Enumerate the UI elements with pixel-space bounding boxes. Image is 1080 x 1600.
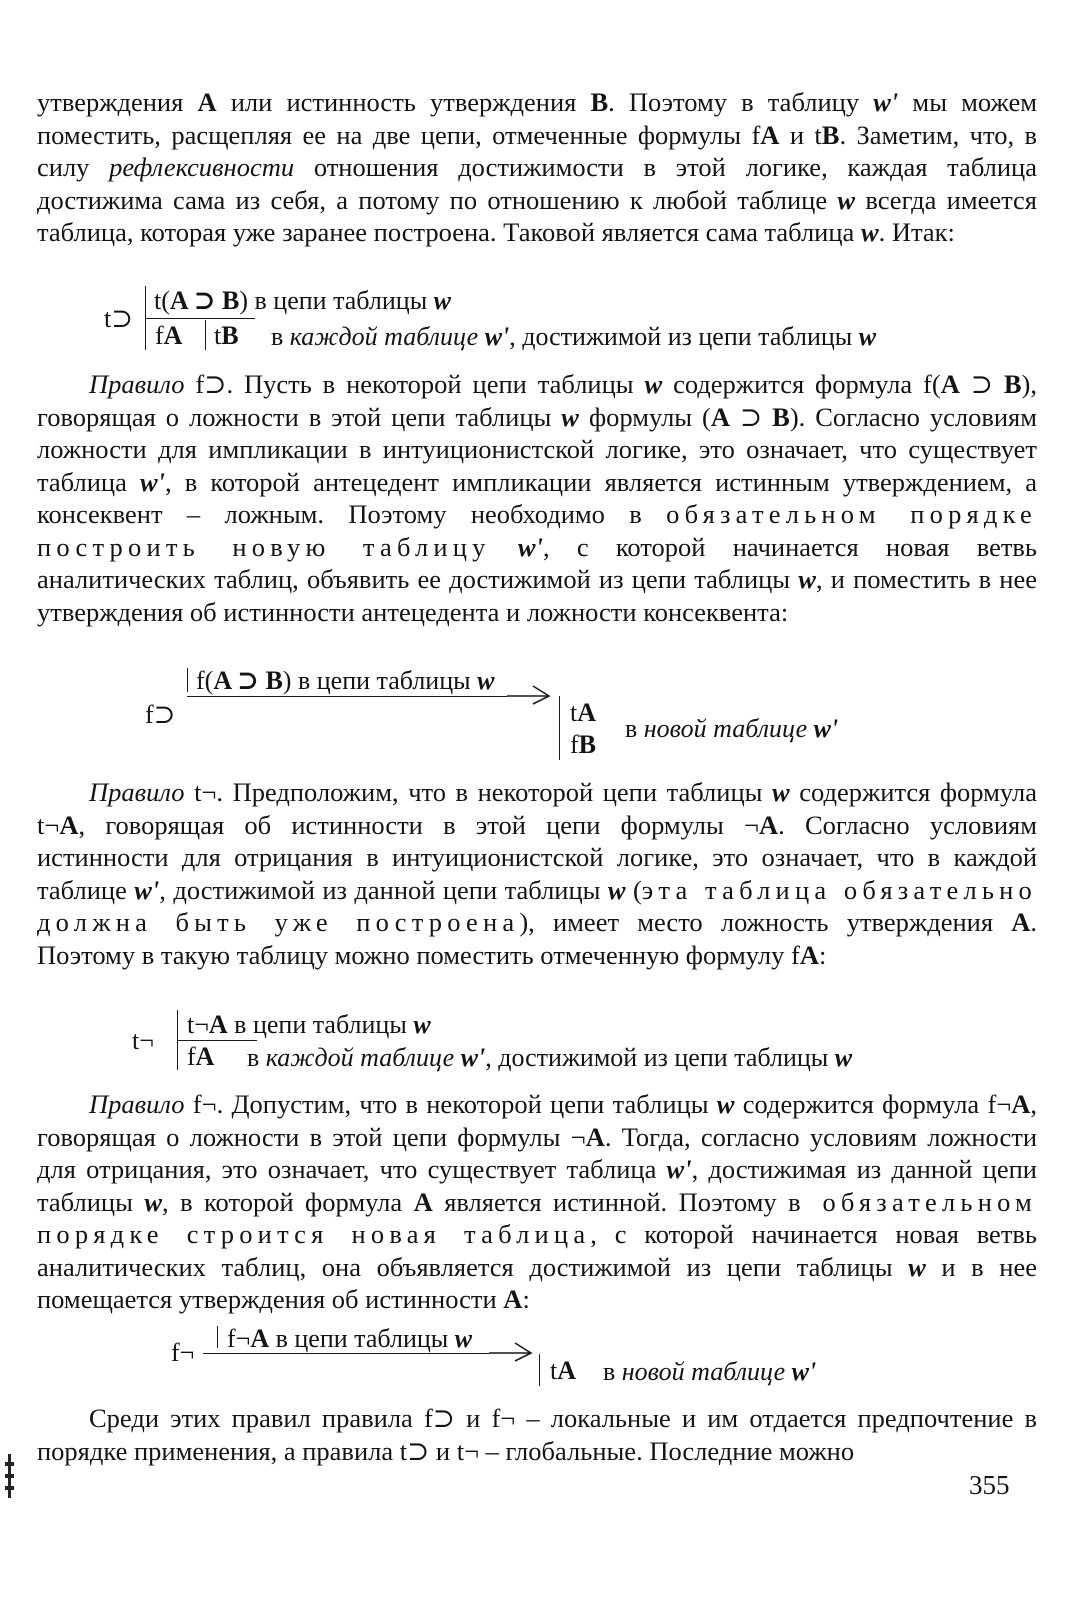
rule-line-1: tA xyxy=(570,698,597,727)
paragraph-5: Среди этих правил правила f⊃ и f¬ – локальные и им отдается предпочтение в порядке применения, а правила t⊃ и t¬ – глобальные. Последние можно xyxy=(37,1403,1037,1466)
rule-name: Правило xyxy=(89,1089,185,1119)
rule-t-implication xyxy=(37,284,1037,354)
rule-name: Правило xyxy=(89,369,185,399)
bold-symbol: A xyxy=(760,119,780,150)
rule-vertical-bar xyxy=(559,696,560,760)
rule-label: t¬ xyxy=(132,1026,154,1055)
paragraph-4: Правило f¬. Допустим, что в некоторой цепи таблицы w содержится формула f¬A, говорящая о ложности в этой цепи формулы ¬A. Тогда, согласно условиям ложности для отрицания, это означает, что существует таблица w', достижимая из данной цепи таблицы w, в которой формула A является истинной. Поэтому в обязательном порядке строится новая таблица, с которой начинается новая ветвь аналитических таблиц, она объявляется достижимой из цепи таблицы w и в нее помещается утверждения об истинности A: xyxy=(37,1089,1037,1314)
paragraph-2: Правило f⊃. Пусть в некоторой цепи таблицы w содержится формула f(A ⊃ B), говорящая о ложности в этой цепи таблицы w формулы (A ⊃ B). Согласно условиям ложности для импликации в интуиционистской логике, это означает, что существует таблица w', в которой антецедент импликации является истинным утверждением, а консеквент – ложным. Поэтому необходимо в обязательном порядке построить новую таблицу w', с которой начинается новая ветвь аналитических таблиц, объявить ее достижимой из цепи таблицы w, и поместить в нее утверждения об истинности антецедента и ложности консеквента: xyxy=(37,369,1038,627)
rule-right-branch: tB xyxy=(214,321,239,350)
text-run: . Поэтому в таблицу xyxy=(608,87,874,117)
text-run: мы можем поместить, расщепляя ее на две цепи, отмеченные формулы f xyxy=(37,87,1037,150)
rule-f-implication xyxy=(37,664,1037,764)
italic-term: рефлексивности xyxy=(109,152,295,182)
rule-conclusion-note: в новой таблице w' xyxy=(603,1357,817,1386)
italic-variable: w xyxy=(837,184,856,215)
paragraph-3: Правило t¬. Предположим, что в некоторой цепи таблицы w содержится формула t¬A, говорящая об истинности в этой цепи формулы ¬A. Согласно условиям истинности для отрицания в интуиционистской логике, это означает, что в каждой таблице w', достижимой из данной цепи таблицы w (эта таблица обязательно должна быть уже построена), имеет место ложность утверждения A. Поэтому в такую таблицу можно поместить отмеченную формулу fA: xyxy=(37,777,1037,970)
paragraph-1 xyxy=(37,86,1037,249)
rule-conclusion-note: в новой таблице w' xyxy=(625,714,839,743)
text-run: всегда имеется таблица, которая уже заранее построена. Таковой является сама таблица xyxy=(37,184,1037,247)
rule-vertical-bar xyxy=(187,668,188,692)
rule-horizontal-line xyxy=(203,1353,489,1354)
rule-conclusion: fA xyxy=(187,1042,215,1071)
rule-vertical-bar xyxy=(539,1354,540,1386)
italic-variable: w' xyxy=(873,87,899,117)
rule-horizontal-line xyxy=(187,696,507,697)
text-run: или истинность утверждения xyxy=(216,87,591,117)
rule-line-2: fB xyxy=(570,730,597,759)
rule-label: f¬ xyxy=(171,1338,195,1367)
book-page xyxy=(37,0,1037,1600)
text-run: отношения достижимости в этой логике, каждая таблица достижима сама из себя, а потому по отношению к любой таблице xyxy=(37,152,1037,215)
text-run: и t xyxy=(779,119,822,150)
spaced-emphasis: эта таблица обязательно должна быть уже построена xyxy=(37,874,1037,937)
rule-label: t⊃ xyxy=(104,304,134,333)
rule-premise: f(A ⊃ B) в цепи таблицы w xyxy=(196,666,495,695)
text-run: утверждения xyxy=(37,87,198,117)
page-number: 355 xyxy=(969,1470,1010,1500)
spaced-emphasis: в обязательном порядке строится новая таблица xyxy=(37,1186,1037,1249)
rule-premise: f¬A в цепи таблицы w xyxy=(227,1324,473,1353)
arrow-right-icon xyxy=(507,682,553,706)
scan-mark-icon xyxy=(4,1452,16,1500)
rule-left-branch: fA xyxy=(155,321,183,350)
bold-symbol: A xyxy=(197,87,217,117)
rule-branch-separator xyxy=(205,320,206,350)
text-run: . Итак: xyxy=(878,217,955,247)
bold-symbol: B xyxy=(590,87,609,117)
rule-conclusion: tA xyxy=(550,1356,577,1385)
rule-f-negation xyxy=(37,1322,1037,1388)
arrow-right-icon xyxy=(489,1339,535,1363)
rule-horizontal-line xyxy=(177,1040,257,1041)
rule-t-negation xyxy=(37,1008,1037,1074)
rule-horizontal-line xyxy=(145,318,255,319)
rule-premise: t¬A в цепи таблицы w xyxy=(187,1010,431,1039)
rule-conclusion-note: в каждой таблице w', достижимой из цепи таблицы w xyxy=(247,1043,853,1072)
italic-variable: w xyxy=(860,217,879,247)
rule-conclusion-note: в каждой таблице w', достижимой из цепи таблицы w xyxy=(271,322,877,351)
rule-label: f⊃ xyxy=(145,700,176,729)
spaced-emphasis: обязательном порядке построить новую таблицу xyxy=(37,499,1037,562)
rule-vertical-bar xyxy=(217,1326,218,1348)
rule-name: Правило xyxy=(89,777,185,807)
rule-premise: t(A ⊃ B) в цепи таблицы w xyxy=(154,286,452,315)
bold-symbol: B xyxy=(821,119,840,150)
text-run: . Заметим, что, в силу xyxy=(37,119,1037,182)
